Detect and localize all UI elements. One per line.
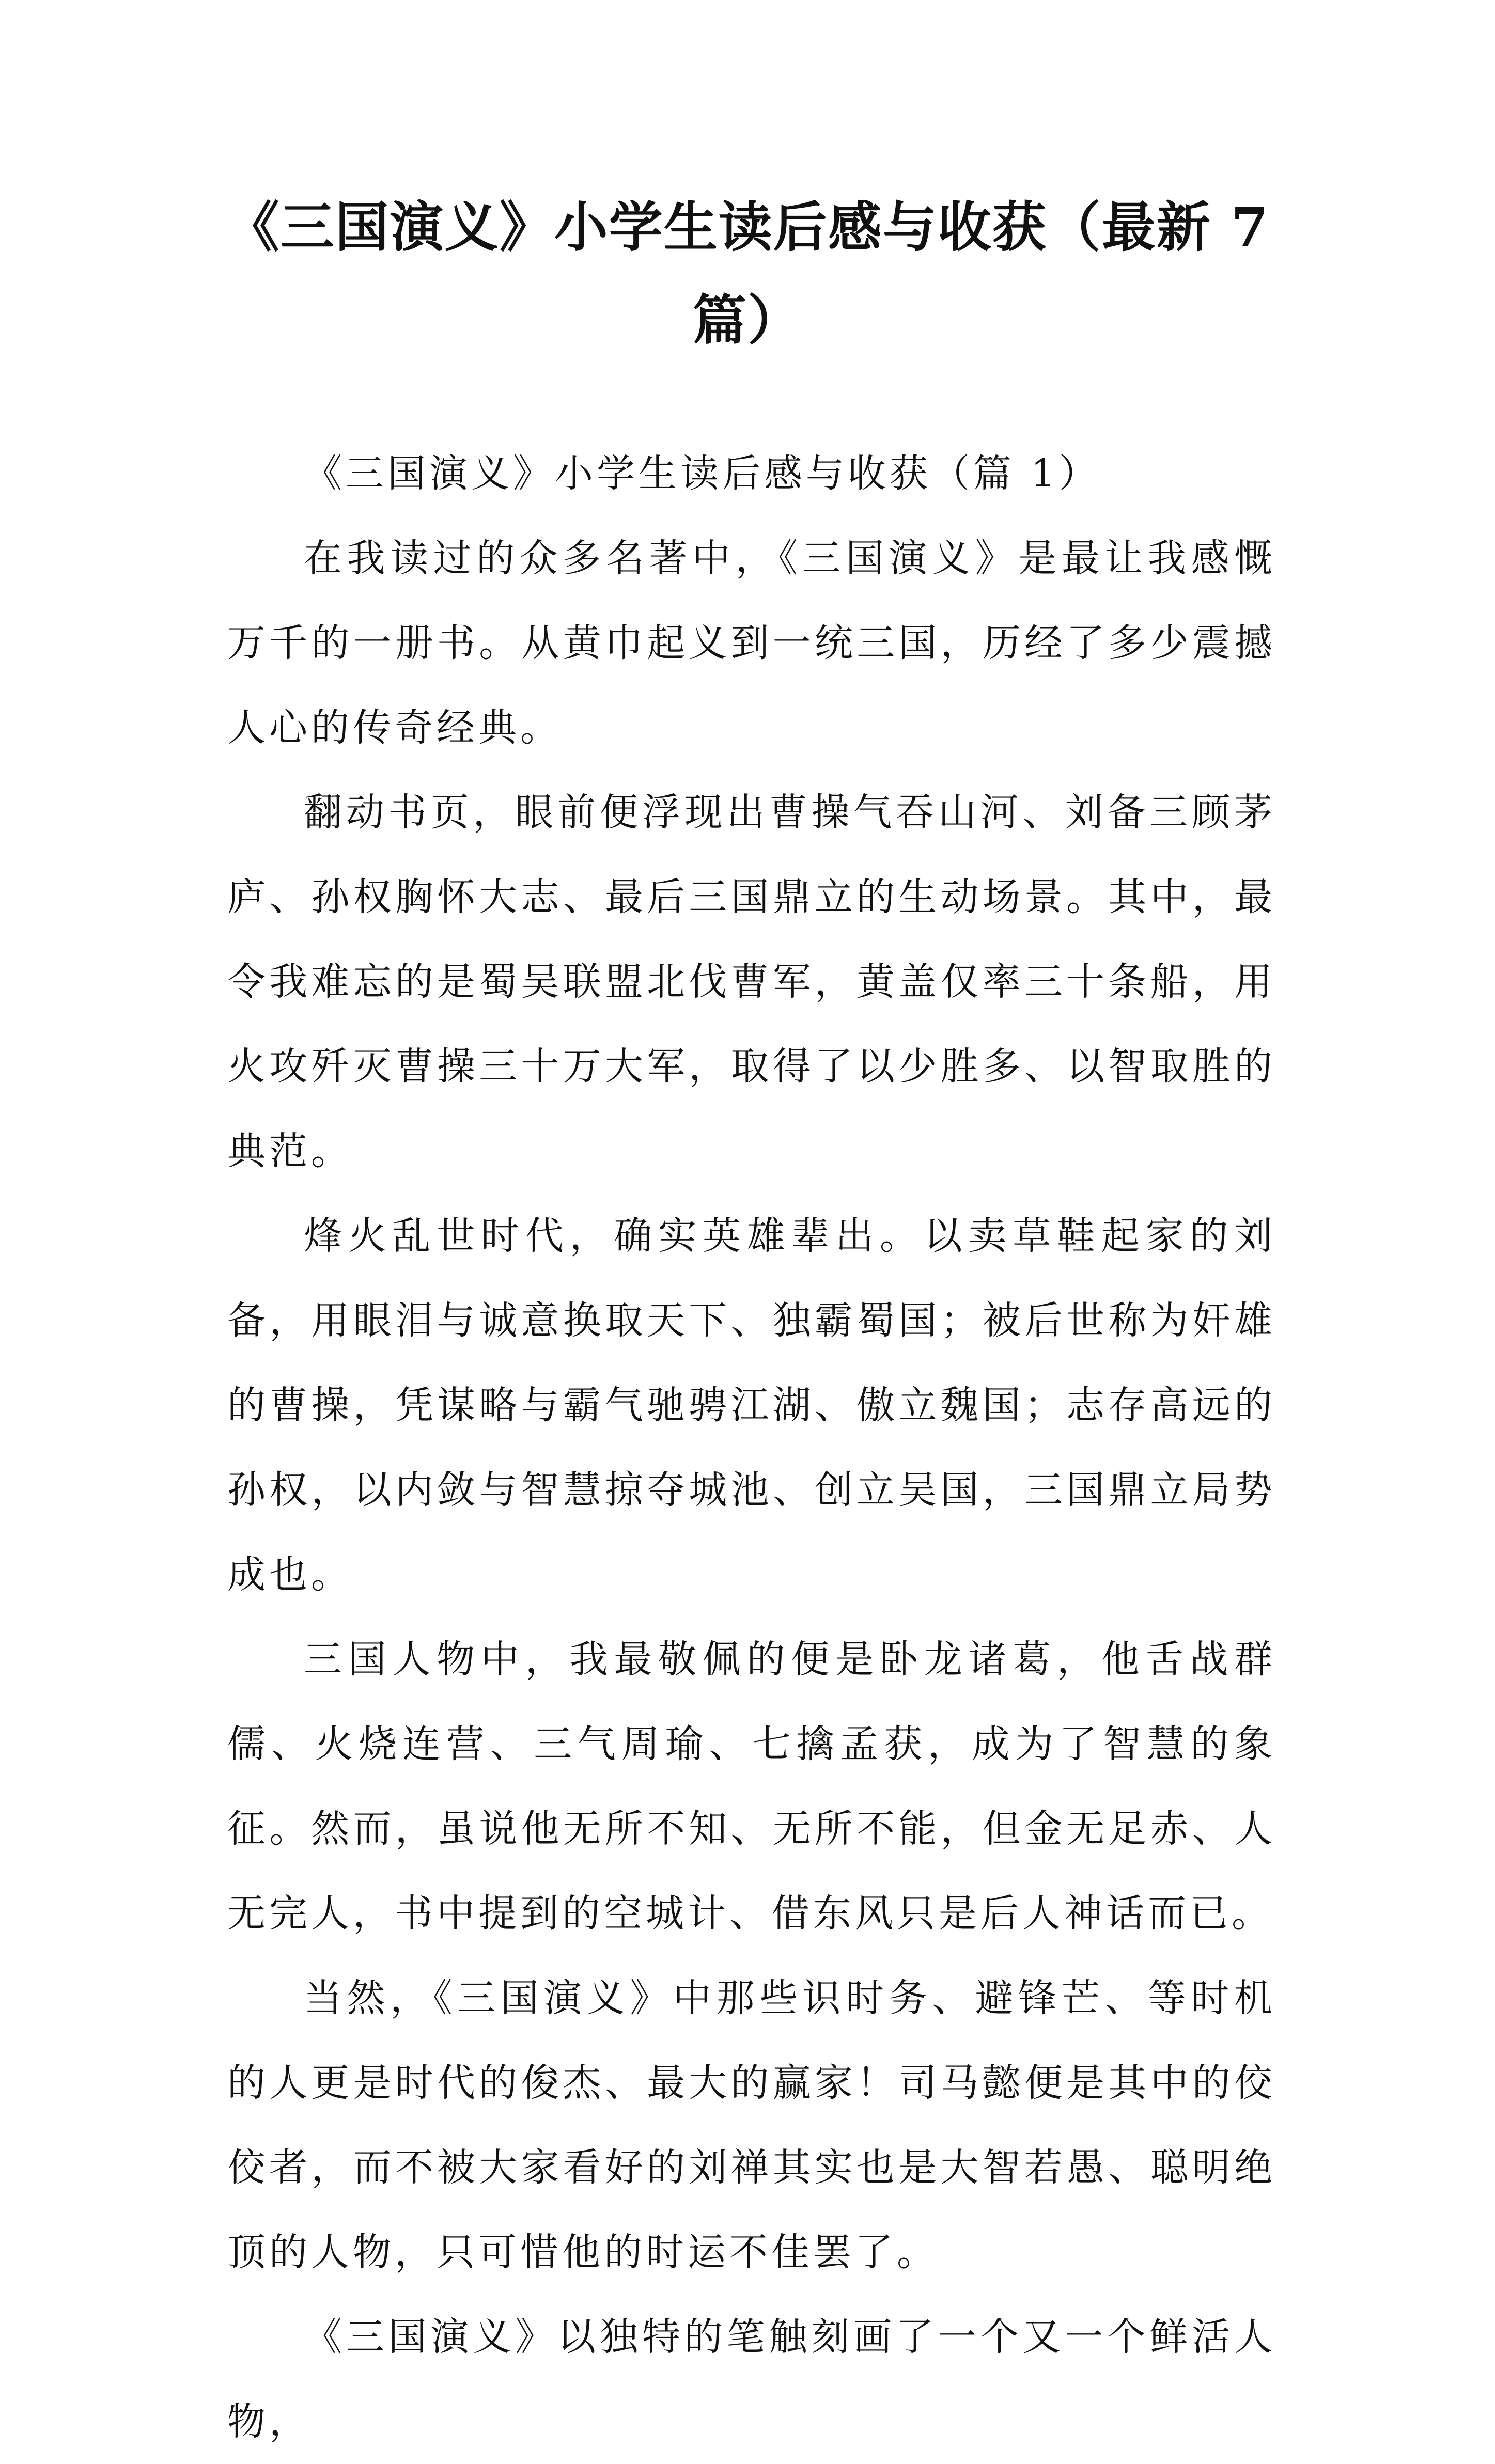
paragraph-2: 翻动书页，眼前便浮现出曹操气吞山河、刘备三顾茅庐、孙权胸怀大志、最后三国鼎立的生动场景。其中，最令我难忘的是蜀吴联盟北伐曹军，黄盖仅率三十条船，用火攻歼灭曹操三十万大军，取得了以少胜多、以智取胜的典范。: [227, 790, 1276, 1173]
paragraph-5: 当然，《三国演义》中那些识时务、避锋芒、等时机的人更是时代的俊杰、最大的赢家！司马懿便是其中的佼佼者，而不被大家看好的刘禅其实也是大智若愚、聪明绝顶的人物，只可惜他的时运不佳罢了。: [227, 1976, 1276, 2274]
paragraph-1: 在我读过的众多名著中，《三国演义》是最让我感慨万千的一册书。从黄巾起义到一统三国，历经了多少震撼人心的传奇经典。: [227, 536, 1276, 750]
paragraph-6: 《三国演义》以独特的笔触刻画了一个又一个鲜活人物，: [227, 2315, 1276, 2444]
document-title: 《三国演义》小学生读后感与收获（最新 7 篇）: [225, 195, 1270, 352]
section-heading: 《三国演义》小学生读后感与收获（篇 1）: [304, 451, 1101, 496]
paragraph-4: 三国人物中，我最敬佩的便是卧龙诸葛，他舌战群儒、火烧连营、三气周瑜、七擒孟获，成为了智慧的象征。然而，虽说他无所不知、无所不能，但金无足赤、人无完人，书中提到的空城计、借东风只是后人神话而已。: [227, 1637, 1276, 1936]
document-body: [227, 431, 1276, 2464]
paragraph-3: 烽火乱世时代，确实英雄辈出。以卖草鞋起家的刘备，用眼泪与诚意换取天下、独霸蜀国；被后世称为奸雄的曹操，凭谋略与霸气驰骋江湖、傲立魏国；志存高远的孙权，以内敛与智慧掠夺城池、创立吴国，三国鼎立局势成也。: [227, 1214, 1276, 1597]
